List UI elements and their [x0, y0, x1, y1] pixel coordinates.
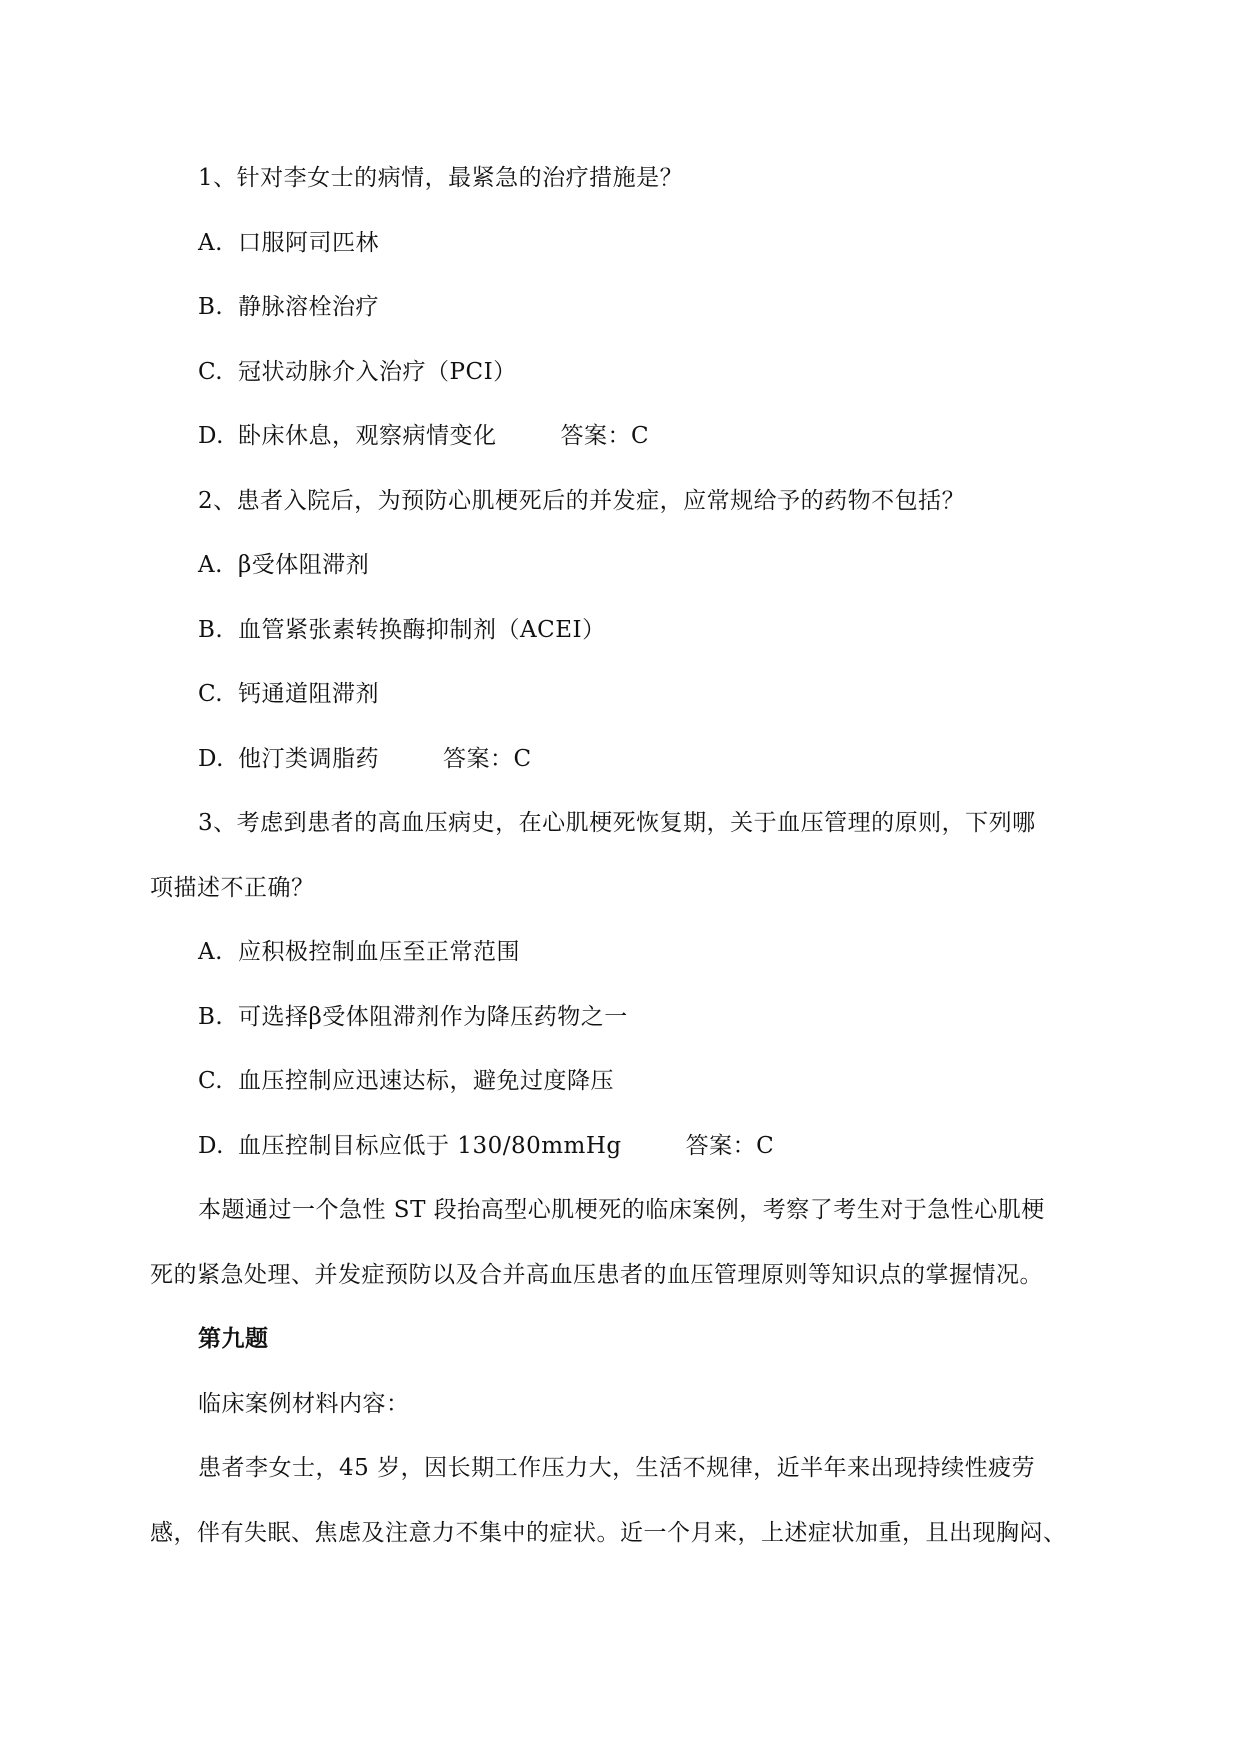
question-1-option-b: [150, 275, 1086, 340]
question-3-option-a: [150, 920, 1086, 985]
question-2-option-d: [150, 727, 1086, 792]
option-letter: B.: [198, 616, 224, 643]
option-letter: A.: [198, 229, 223, 256]
question-1-stem: 1、针对李女士的病情，最紧急的治疗措施是？: [198, 165, 684, 191]
option-text: 他汀类调脂药: [238, 745, 379, 772]
option-letter: D.: [198, 423, 224, 449]
question-2-stem: 2、患者入院后，为预防心肌梗死后的并发症，应常规给予的药物不包括？: [198, 487, 966, 514]
option-letter: A.: [198, 939, 223, 965]
question-2-answer: 答案：C: [443, 745, 532, 772]
summary-line-1: 本题通过一个急性 ST 段抬高型心肌梗死的临床案例，考察了考生对于急性心肌梗: [198, 1197, 1045, 1223]
question-1-answer: 答案：C: [560, 423, 650, 449]
option-text: 卧床休息，观察病情变化: [238, 423, 497, 449]
question-1-option-d: [150, 404, 1086, 469]
option-text: 血压控制应迅速达标，避免过度降压: [238, 1068, 614, 1094]
option-letter: A.: [198, 552, 223, 578]
option-letter: D.: [198, 745, 224, 772]
option-text: 可选择β受体阻滞剂作为降压药物之一: [238, 1003, 628, 1030]
option-letter: C.: [198, 358, 224, 385]
document-body: [150, 146, 1086, 1565]
option-text: 血管紧张素转换酶抑制剂（ACEI）: [238, 616, 606, 643]
question-2-option-c: [150, 662, 1086, 727]
option-letter: C.: [198, 1068, 224, 1094]
material-label: 临床案例材料内容：: [198, 1390, 410, 1417]
question-3-option-d: [150, 1114, 1086, 1179]
question-3-stem-line-1: 3、考虑到患者的高血压病史，在心肌梗死恢复期，关于血压管理的原则，下列哪: [198, 810, 1036, 836]
option-letter: D.: [198, 1132, 224, 1159]
summary-line-2: 死的紧急处理、并发症预防以及合并高血压患者的血压管理原则等知识点的掌握情况。: [150, 1261, 1043, 1288]
option-text: 应积极控制血压至正常范围: [238, 939, 520, 965]
question-3-stem-line-2: 项描述不正确？: [150, 874, 315, 901]
question-3-answer: 答案：C: [685, 1132, 775, 1159]
question-2-option-a: [150, 533, 1086, 598]
question-1-option-a: [150, 211, 1086, 276]
option-text: 口服阿司匹林: [238, 229, 379, 256]
section-title: 第九题: [198, 1325, 269, 1352]
option-text: 血压控制目标应低于 130/80mmHg: [238, 1132, 622, 1159]
question-3-option-c: [150, 1049, 1086, 1114]
option-text: β受体阻滞剂: [238, 552, 370, 578]
question-2-option-b: [150, 598, 1086, 663]
case-text-line-1: 患者李女士，45 岁，因长期工作压力大，生活不规律，近半年来出现持续性疲劳: [198, 1455, 1036, 1481]
case-text-line-2: 感，伴有失眠、焦虑及注意力不集中的症状。近一个月来，上述症状加重，且出现胸闷、: [150, 1519, 1067, 1546]
option-letter: B.: [198, 294, 224, 320]
option-text: 钙通道阻滞剂: [238, 681, 379, 707]
question-3-option-b: [150, 985, 1086, 1050]
option-text: 冠状动脉介入治疗（PCI）: [238, 358, 517, 385]
option-letter: B.: [198, 1003, 224, 1030]
option-letter: C.: [198, 681, 224, 707]
option-text: 静脉溶栓治疗: [238, 294, 379, 320]
question-1-option-c: [150, 340, 1086, 405]
